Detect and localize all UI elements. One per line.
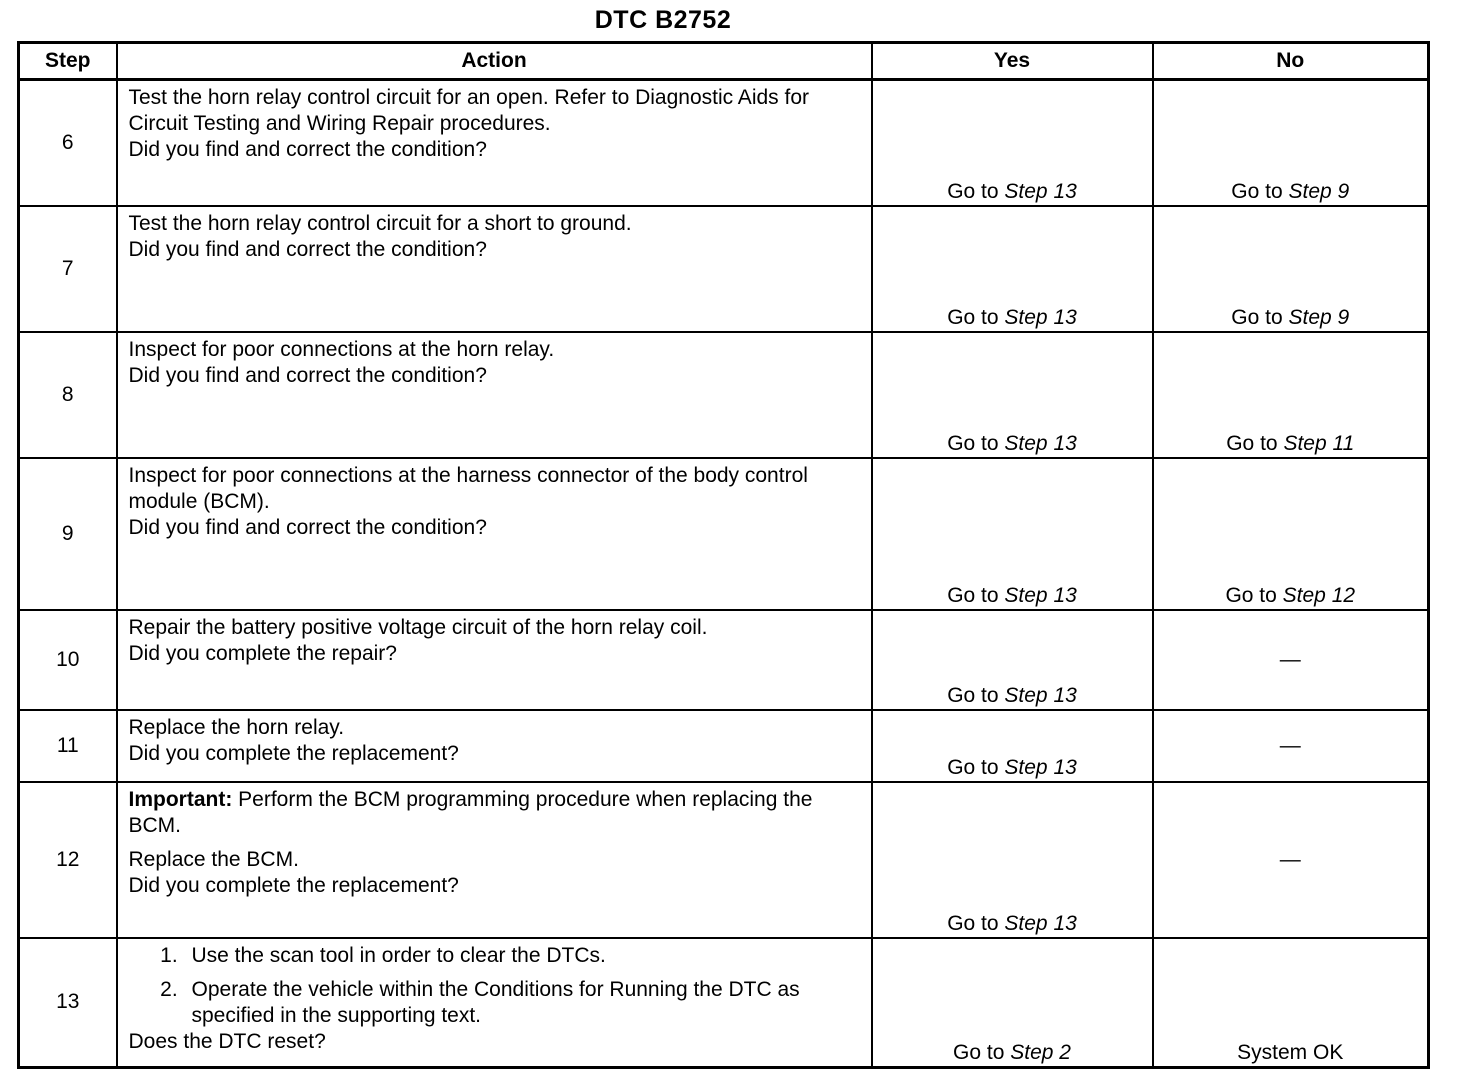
table-row	[19, 458, 1429, 610]
step-number: 6	[19, 80, 117, 206]
goto-label: Go to	[1226, 431, 1278, 455]
no-cell	[1153, 332, 1429, 458]
important-text: Perform the BCM programming procedure when replacing the BCM.	[128, 787, 813, 837]
no-cell-dash: —	[1153, 782, 1429, 938]
action-cell	[117, 710, 872, 782]
goto-label: Go to	[1225, 583, 1277, 607]
goto-label: Go to	[953, 1041, 1005, 1064]
goto-label: Go to	[1231, 305, 1283, 329]
question-text: Did you complete the repair?	[128, 641, 397, 665]
action-text: Test the horn relay control circuit for a short to ground.	[128, 211, 632, 235]
no-step-ref: Step 9	[1288, 179, 1350, 203]
question-text: Did you find and correct the condition?	[128, 237, 487, 261]
yes-cell	[872, 206, 1153, 332]
no-cell-dash: —	[1153, 610, 1429, 710]
no-cell: System OK	[1153, 938, 1429, 1068]
yes-cell	[872, 938, 1153, 1068]
header-step: Step	[19, 43, 117, 80]
list-item: 2. Operate the vehicle within the Conditions for Running the DTC as specified in the supporting text.	[184, 977, 861, 1029]
yes-cell	[872, 782, 1153, 938]
no-cell	[1153, 206, 1429, 332]
table-row	[19, 782, 1429, 938]
table-row	[19, 938, 1429, 1068]
no-cell	[1153, 458, 1429, 610]
yes-cell	[872, 610, 1153, 710]
goto-label: Go to	[947, 755, 999, 779]
table-row	[19, 206, 1429, 332]
goto-label: Go to	[947, 305, 999, 329]
table-row	[19, 610, 1429, 710]
no-step-ref: Step 11	[1283, 431, 1355, 455]
no-step-ref: Step 12	[1282, 583, 1356, 607]
action-text: Inspect for poor connections at the harness connector of the body control module (BCM).	[128, 463, 808, 513]
step-number: 11	[19, 710, 117, 782]
important-note	[129, 787, 861, 839]
action-text: Test the horn relay control circuit for an open. Refer to Diagnostic Aids for Circuit Testing and Wiring Repair procedures.	[128, 86, 810, 135]
action-cell	[117, 610, 872, 710]
document-title: DTC B2752	[594, 6, 732, 34]
procedure-list	[129, 943, 861, 1029]
table-row	[19, 80, 1429, 206]
no-step-ref: Step 9	[1288, 305, 1350, 329]
list-item: 1. Use the scan tool in order to clear the DTCs.	[184, 943, 861, 969]
step-number: 8	[19, 332, 117, 458]
question-text: Does the DTC reset?	[128, 1029, 326, 1053]
no-cell	[1153, 80, 1429, 206]
yes-step-ref: Step 13	[1004, 683, 1077, 707]
question-text: Did you find and correct the condition?	[128, 363, 487, 387]
question-text: Did you complete the replacement?	[128, 873, 459, 897]
yes-cell	[872, 710, 1153, 782]
yes-cell	[872, 80, 1153, 206]
goto-label: Go to	[947, 583, 999, 607]
question-text: Did you complete the replacement?	[128, 741, 459, 765]
yes-cell	[872, 332, 1153, 458]
table-row	[19, 332, 1429, 458]
action-cell	[117, 458, 872, 610]
no-cell-dash: —	[1153, 710, 1429, 782]
step-number: 13	[19, 938, 117, 1068]
yes-step-ref: Step 13	[1004, 305, 1077, 329]
goto-label: Go to	[1231, 179, 1283, 203]
action-text: Repair the battery positive voltage circuit of the horn relay coil.	[128, 615, 708, 639]
important-label: Important:	[128, 787, 233, 811]
goto-label: Go to	[947, 179, 999, 203]
yes-step-ref: Step 13	[1004, 431, 1077, 455]
yes-cell	[872, 458, 1153, 610]
diagnostic-table	[17, 41, 1430, 1069]
goto-label: Go to	[947, 911, 999, 935]
yes-step-ref: Step 13	[1004, 911, 1077, 935]
action-cell	[117, 80, 872, 206]
header-action: Action	[117, 43, 872, 80]
yes-step-ref: Step 13	[1004, 755, 1077, 779]
question-text: Did you find and correct the condition?	[128, 515, 487, 539]
step-number: 7	[19, 206, 117, 332]
header-yes: Yes	[872, 43, 1153, 80]
action-cell	[117, 938, 872, 1068]
action-cell	[117, 332, 872, 458]
action-text: Inspect for poor connections at the horn relay.	[128, 337, 555, 361]
header-no: No	[1153, 43, 1429, 80]
action-cell	[117, 782, 872, 938]
question-text: Did you find and correct the condition?	[128, 138, 487, 161]
action-text: Replace the BCM.	[128, 847, 299, 871]
yes-step-ref: Step 13	[1004, 583, 1077, 607]
yes-step-ref: Step 2	[1010, 1041, 1071, 1064]
step-number: 12	[19, 782, 117, 938]
action-text: Replace the horn relay.	[128, 715, 345, 739]
goto-label: Go to	[947, 431, 999, 455]
step-number: 10	[19, 610, 117, 710]
yes-step-ref: Step 13	[1004, 179, 1077, 203]
action-cell	[117, 206, 872, 332]
table-row	[19, 710, 1429, 782]
header-row	[19, 43, 1429, 80]
goto-label: Go to	[947, 683, 999, 707]
step-number: 9	[19, 458, 117, 610]
